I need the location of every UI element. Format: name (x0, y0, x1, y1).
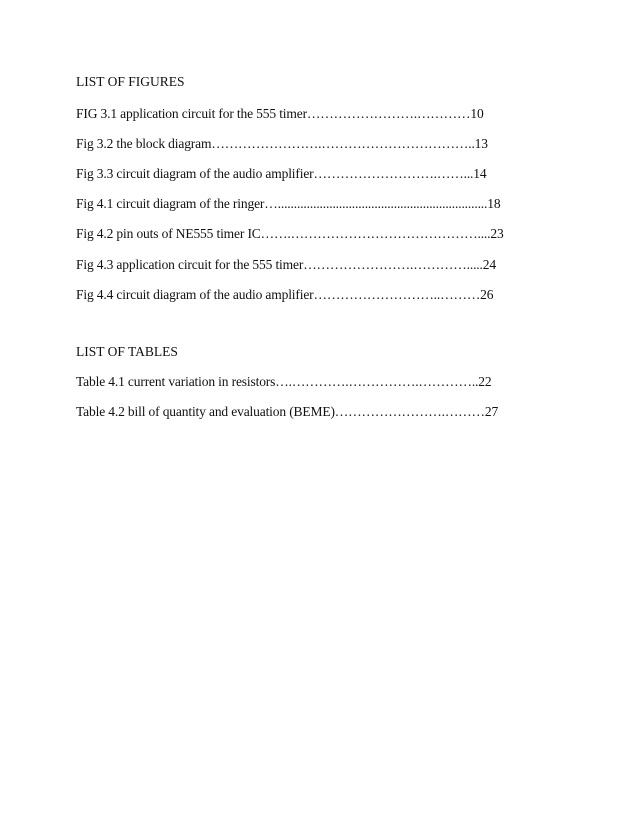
figure-entry-3-3: Fig 3.3 circuit diagram of the audio amplifier……………………….……...14 (76, 166, 487, 181)
table-entry-4-2: Table 4.2 bill of quantity and evaluation (BEME)…………………….………27 (76, 404, 499, 419)
figure-entry-4-4: Fig 4.4 circuit diagram of the audio amplifier………………………..………26 (76, 287, 494, 302)
figure-entry-3-1: FIG 3.1 application circuit for the 555 timer…………………….…………10 (76, 106, 484, 121)
figure-entry-4-1: Fig 4.1 circuit diagram of the ringer….................................................................18 (76, 196, 501, 211)
list-of-tables-heading: LIST OF TABLES (76, 344, 178, 359)
figure-entry-4-3: Fig 4.3 application circuit for the 555 timer…………………….………….....24 (76, 257, 496, 272)
list-of-figures-heading: LIST OF FIGURES (76, 74, 185, 89)
figure-entry-4-2: Fig 4.2 pin outs of NE555 timer IC…….……………………………………....23 (76, 226, 504, 241)
figure-entry-3-2: Fig 3.2 the block diagram…………………….……………………………..13 (76, 136, 488, 151)
table-entry-4-1: Table 4.1 current variation in resistors….………….…………….…………..22 (76, 374, 492, 389)
